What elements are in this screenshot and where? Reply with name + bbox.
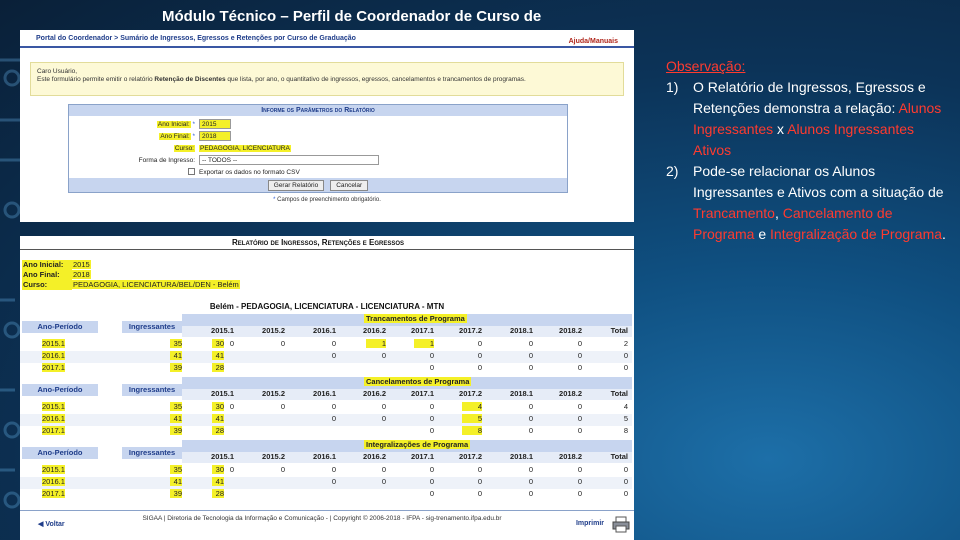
- ativos-cell: 30: [212, 465, 224, 474]
- observation-text: .: [942, 226, 946, 242]
- ingressantes-cell: 35: [170, 339, 182, 348]
- csv-checkbox[interactable]: [188, 168, 195, 175]
- footer-text: SIGAA | Diretoria de Tecnologia da Informação e Comunicação - | Copyright © 2006-2018 - IFPA - sig-trenamento.ifpa.edu.br: [142, 515, 502, 522]
- ano-periodo-cell: 2017.1: [42, 426, 65, 435]
- report-title: Relatório de Ingressos, Retenções e Egressos: [232, 238, 405, 247]
- observation-number: 2): [666, 163, 679, 179]
- period-header: 2016.2: [363, 389, 386, 398]
- value-cell: 0: [623, 489, 628, 498]
- ano-periodo-cell: 2015.1: [42, 465, 65, 474]
- period-header: 2017.1: [411, 326, 434, 335]
- value-cell: 0: [528, 477, 533, 486]
- observation-text: x: [773, 121, 788, 137]
- ano-inicial-row: Ano Inicial: * 2015: [69, 118, 567, 130]
- value-cell: 0: [229, 402, 234, 411]
- value-cell: 0: [477, 351, 482, 360]
- period-header: 2016.1: [313, 452, 336, 461]
- value-cell: 0: [381, 414, 386, 423]
- period-header: 2015.2: [262, 326, 285, 335]
- value-cell: 0: [429, 351, 434, 360]
- value-cell: 1: [414, 339, 434, 348]
- ingressantes-cell: 41: [170, 351, 182, 360]
- col-ano-periodo: Ano-Período: [22, 447, 98, 459]
- section-title: Cancelamentos de Programa: [366, 377, 470, 386]
- highlight-term: Alunos Ingressantes Ativos: [693, 121, 915, 158]
- ingressantes-cell: 39: [170, 363, 182, 372]
- value-cell: 0: [528, 351, 533, 360]
- ativos-cell: 30: [212, 339, 224, 348]
- value-cell: 0: [477, 489, 482, 498]
- col-ano-periodo: Ano-Período: [22, 321, 98, 333]
- value-cell: 0: [331, 339, 336, 348]
- observations-title: Observação:: [666, 58, 746, 74]
- meta-ano-final-label: Ano Final:: [22, 270, 72, 280]
- observation-text: e: [754, 226, 771, 242]
- period-header: 2015.1: [211, 326, 234, 335]
- campus-title: Belém - PEDAGOGIA, LICENCIATURA - LICENCIATURA - MTN: [209, 302, 445, 311]
- value-cell: 0: [623, 477, 628, 486]
- table-row: [20, 489, 632, 501]
- value-cell: 0: [381, 477, 386, 486]
- table-row: [20, 363, 632, 375]
- observation-item: [666, 161, 946, 245]
- value-cell: 5: [462, 414, 482, 423]
- value-cell: 8: [462, 426, 482, 435]
- meta-curso-label: Curso:: [22, 280, 72, 290]
- period-header: 2017.1: [411, 452, 434, 461]
- observations: [666, 56, 946, 245]
- value-cell: 5: [623, 414, 628, 423]
- button-bar: [69, 178, 567, 192]
- value-cell: 0: [331, 414, 336, 423]
- ano-final-row: Ano Final: * 2018: [69, 130, 567, 142]
- report-screenshot: [20, 236, 634, 540]
- ativos-cell: 41: [212, 351, 224, 360]
- ativos-cell: 30: [212, 402, 224, 411]
- value-cell: 0: [280, 465, 285, 474]
- value-cell: 0: [381, 465, 386, 474]
- period-header: 2018.1: [510, 326, 533, 335]
- period-header: Total: [610, 452, 628, 461]
- notice-greeting: Caro Usuário,: [37, 68, 78, 75]
- ingressantes-cell: 35: [170, 402, 182, 411]
- value-cell: 0: [331, 465, 336, 474]
- value-cell: 0: [577, 363, 582, 372]
- value-cell: 0: [577, 339, 582, 348]
- params-panel: [68, 104, 568, 193]
- value-cell: 0: [477, 477, 482, 486]
- period-header: 2017.1: [411, 389, 434, 398]
- meta-ano-inicial: 2015: [73, 260, 90, 269]
- meta-curso: PEDAGOGIA, LICENCIATURA/BEL/DEN - Belém: [73, 280, 239, 289]
- value-cell: 0: [528, 465, 533, 474]
- ingressantes-cell: 41: [170, 477, 182, 486]
- voltar-button[interactable]: ◀ Voltar: [38, 521, 65, 528]
- value-cell: 0: [528, 402, 533, 411]
- value-cell: 0: [623, 351, 628, 360]
- imprimir-button[interactable]: Imprimir: [575, 520, 604, 527]
- period-header: 2017.2: [459, 452, 482, 461]
- period-header: Total: [610, 326, 628, 335]
- col-ingressantes: Ingressantes: [122, 447, 182, 459]
- printer-icon[interactable]: [612, 515, 630, 533]
- value-cell: 0: [229, 465, 234, 474]
- value-cell: 0: [331, 402, 336, 411]
- notice-text: [37, 76, 617, 84]
- forma-label: Forma de Ingresso:: [138, 156, 195, 164]
- table-row: [20, 426, 632, 438]
- value-cell: 2: [623, 339, 628, 348]
- ano-inicial-input[interactable]: 2015: [199, 119, 231, 129]
- value-cell: 0: [331, 477, 336, 486]
- highlight-term: Integralização de Programa: [770, 226, 943, 242]
- ativos-cell: 41: [212, 414, 224, 423]
- ativos-cell: 41: [212, 477, 224, 486]
- section-title: Trancamentos de Programa: [366, 314, 465, 323]
- value-cell: 0: [623, 465, 628, 474]
- value-cell: 0: [429, 489, 434, 498]
- csv-row: [69, 166, 567, 178]
- required-note: * Campos de preenchimento obrigatório.: [273, 197, 381, 203]
- meta-ano-final: 2018: [73, 270, 90, 279]
- period-header: 2018.1: [510, 389, 533, 398]
- curso-row: [69, 142, 567, 154]
- value-cell: 0: [528, 414, 533, 423]
- value-cell: 0: [577, 426, 582, 435]
- params-title: Informe os Parâmetros do Relatório: [69, 105, 567, 116]
- value-cell: 0: [229, 339, 234, 348]
- notice-text-bold: Retenção de Discentes: [154, 76, 226, 83]
- highlight-term: Alunos Ingressantes: [693, 100, 942, 137]
- value-cell: 0: [528, 339, 533, 348]
- forma-row: [69, 154, 567, 166]
- report-footer: [20, 510, 634, 540]
- value-cell: 0: [429, 426, 434, 435]
- period-header: 2017.2: [459, 389, 482, 398]
- value-cell: 0: [577, 351, 582, 360]
- value-cell: 0: [429, 414, 434, 423]
- report-form-screenshot: [20, 30, 634, 222]
- report-meta: [22, 260, 240, 290]
- ano-periodo-cell: 2016.1: [42, 477, 65, 486]
- ativos-cell: 28: [212, 363, 224, 372]
- highlight-term: Trancamento: [693, 205, 775, 221]
- period-header: 2018.2: [559, 326, 582, 335]
- ano-periodo-cell: 2016.1: [42, 414, 65, 423]
- ano-periodo-cell: 2015.1: [42, 402, 65, 411]
- notice-text-a: Este formulário permite emitir o relatório: [37, 76, 155, 83]
- value-cell: 0: [528, 489, 533, 498]
- period-header: 2015.2: [262, 452, 285, 461]
- ano-final-input[interactable]: 2018: [199, 131, 231, 141]
- period-header: 2016.1: [313, 326, 336, 335]
- value-cell: 0: [528, 363, 533, 372]
- value-cell: 0: [429, 477, 434, 486]
- period-header: 2018.2: [559, 389, 582, 398]
- value-cell: 0: [577, 489, 582, 498]
- ingressantes-cell: 39: [170, 489, 182, 498]
- ativos-cell: 28: [212, 489, 224, 498]
- forma-select[interactable]: -- TODOS --: [199, 155, 379, 165]
- value-cell: 0: [477, 339, 482, 348]
- period-header: 2015.2: [262, 389, 285, 398]
- value-cell: 0: [577, 402, 582, 411]
- breadcrumb-text: Portal do Coordenador > Sumário de Ingressos, Egressos e Retenções por Curso de Graduação: [36, 34, 356, 42]
- curso-label: Curso:: [174, 144, 194, 152]
- value-cell: 1: [366, 339, 386, 348]
- ingressantes-cell: 39: [170, 426, 182, 435]
- observation-item: [666, 77, 946, 161]
- value-cell: 0: [577, 465, 582, 474]
- observations-list: [666, 77, 946, 245]
- value-cell: 4: [462, 402, 482, 411]
- period-header: 2015.1: [211, 389, 234, 398]
- info-notice: [30, 62, 624, 96]
- period-header: 2016.1: [313, 389, 336, 398]
- value-cell: 8: [623, 426, 628, 435]
- ano-periodo-cell: 2017.1: [42, 363, 65, 372]
- value-cell: 0: [331, 351, 336, 360]
- value-cell: 0: [280, 402, 285, 411]
- value-cell: 0: [577, 477, 582, 486]
- highlight-term: Cancelamento de Programa: [693, 205, 893, 242]
- notice-text-b: que lista, por ano, o quantitativo de ingressos, egressos, cancelamentos e trancamentos de programas.: [225, 76, 526, 83]
- ingressantes-cell: 41: [170, 414, 182, 423]
- csv-label: Exportar os dados no formato CSV: [199, 168, 300, 176]
- period-header: 2018.2: [559, 452, 582, 461]
- period-header: 2018.1: [510, 452, 533, 461]
- ano-periodo-cell: 2017.1: [42, 489, 65, 498]
- ativos-cell: 28: [212, 426, 224, 435]
- ano-inicial-label: Ano Inicial:: [157, 120, 190, 128]
- value-cell: 0: [528, 426, 533, 435]
- ano-periodo-cell: 2015.1: [42, 339, 65, 348]
- col-ingressantes: Ingressantes: [122, 321, 182, 333]
- observation-text: O Relatório de Ingressos, Egressos e Retenções demonstra a relação:: [693, 79, 926, 116]
- observation-text: ,: [774, 205, 783, 221]
- period-header: 2016.2: [363, 326, 386, 335]
- ano-periodo-cell: 2016.1: [42, 351, 65, 360]
- value-cell: 0: [429, 402, 434, 411]
- value-cell: 0: [577, 414, 582, 423]
- value-cell: 0: [623, 363, 628, 372]
- value-cell: 4: [623, 402, 628, 411]
- value-cell: 0: [429, 465, 434, 474]
- cancelar-button[interactable]: Cancelar: [330, 180, 368, 191]
- slide-title: Módulo Técnico – Perfil de Coordenador de Curso de: [162, 8, 542, 25]
- ingressantes-cell: 35: [170, 465, 182, 474]
- period-header: 2016.2: [363, 452, 386, 461]
- value-cell: 0: [381, 351, 386, 360]
- observation-number: 1): [666, 79, 679, 95]
- value-cell: 0: [429, 363, 434, 372]
- curso-value: PEDAGOGIA, LICENCIATURA: [200, 144, 290, 152]
- value-cell: 0: [477, 363, 482, 372]
- period-header: 2017.2: [459, 326, 482, 335]
- period-header: Total: [610, 389, 628, 398]
- gerar-relatorio-button[interactable]: Gerar Relatório: [268, 180, 324, 191]
- section-title: Integralizações de Programa: [366, 440, 469, 449]
- value-cell: 0: [280, 339, 285, 348]
- period-header: 2015.1: [211, 452, 234, 461]
- breadcrumb: [20, 30, 634, 48]
- col-ano-periodo: Ano-Período: [22, 384, 98, 396]
- observation-text: Pode-se relacionar os Alunos Ingressantes e Ativos com a situação de: [693, 163, 944, 200]
- help-link[interactable]: Ajuda/Manuais: [568, 38, 618, 45]
- value-cell: 0: [381, 402, 386, 411]
- value-cell: 0: [477, 465, 482, 474]
- col-ingressantes: Ingressantes: [122, 384, 182, 396]
- back-arrow-icon: ◀: [38, 521, 46, 528]
- ano-final-label: Ano Final:: [160, 132, 190, 140]
- meta-ano-inicial-label: Ano Inicial:: [22, 260, 72, 270]
